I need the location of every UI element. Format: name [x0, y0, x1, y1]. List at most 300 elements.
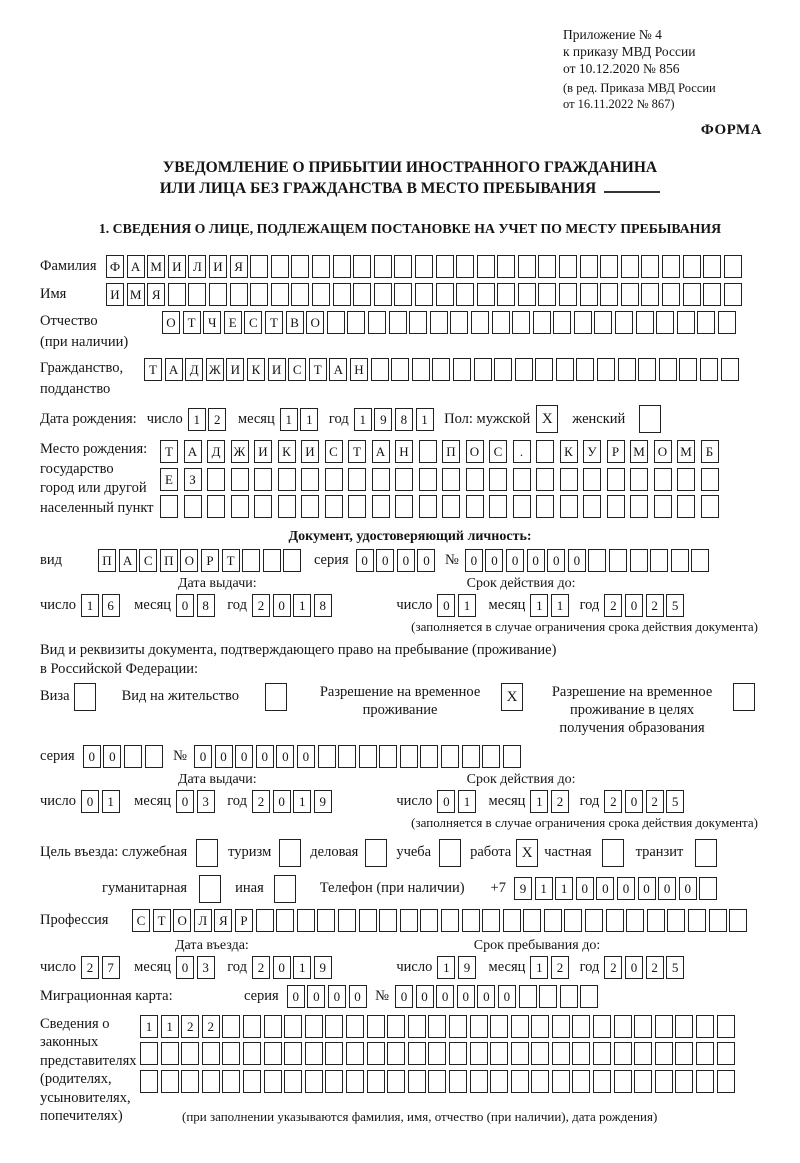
char-box[interactable]: [490, 1070, 508, 1093]
char-box[interactable]: 2: [604, 790, 622, 813]
char-box[interactable]: С: [288, 358, 306, 381]
char-box[interactable]: [325, 468, 343, 491]
char-box[interactable]: [512, 311, 530, 334]
char-box[interactable]: [688, 909, 706, 932]
char-box[interactable]: 5: [666, 956, 684, 979]
char-box[interactable]: [556, 358, 574, 381]
checkbox-purpose-work[interactable]: X: [516, 839, 538, 867]
char-box[interactable]: [654, 495, 672, 518]
char-box[interactable]: 9: [514, 877, 532, 900]
char-box[interactable]: Д: [185, 358, 203, 381]
char-box[interactable]: С: [325, 440, 343, 463]
char-box[interactable]: [325, 1070, 343, 1093]
char-box[interactable]: 9: [374, 408, 392, 431]
char-box[interactable]: М: [630, 440, 648, 463]
char-box[interactable]: С: [139, 549, 157, 572]
char-box[interactable]: 0: [437, 790, 455, 813]
char-box[interactable]: [346, 1015, 364, 1038]
checkbox-purpose-private[interactable]: [602, 839, 624, 867]
char-box[interactable]: [394, 255, 412, 278]
char-box[interactable]: 0: [485, 549, 503, 572]
char-box[interactable]: [559, 283, 577, 306]
char-box[interactable]: 9: [314, 790, 332, 813]
char-box[interactable]: Я: [147, 283, 165, 306]
char-box[interactable]: 2: [81, 956, 99, 979]
char-box[interactable]: [594, 311, 612, 334]
char-box[interactable]: [523, 909, 541, 932]
char-box[interactable]: [264, 1070, 282, 1093]
char-box[interactable]: А: [372, 440, 390, 463]
char-box[interactable]: [700, 358, 718, 381]
char-box[interactable]: Т: [153, 909, 171, 932]
char-box[interactable]: [346, 1042, 364, 1065]
char-box[interactable]: И: [268, 358, 286, 381]
char-box[interactable]: О: [654, 440, 672, 463]
char-box[interactable]: 2: [252, 790, 270, 813]
char-box[interactable]: [647, 909, 665, 932]
char-box[interactable]: [471, 311, 489, 334]
char-box[interactable]: П: [160, 549, 178, 572]
char-box[interactable]: [553, 311, 571, 334]
char-box[interactable]: 0: [235, 745, 253, 768]
char-box[interactable]: [348, 495, 366, 518]
char-box[interactable]: [283, 549, 301, 572]
char-box[interactable]: 6: [102, 594, 120, 617]
char-box[interactable]: [441, 745, 459, 768]
char-box[interactable]: [724, 283, 742, 306]
char-box[interactable]: [482, 745, 500, 768]
char-box[interactable]: [634, 1042, 652, 1065]
char-box[interactable]: [492, 311, 510, 334]
char-box[interactable]: 0: [437, 594, 455, 617]
char-box[interactable]: 2: [604, 594, 622, 617]
char-box[interactable]: [607, 468, 625, 491]
char-box[interactable]: [588, 549, 606, 572]
char-box[interactable]: [552, 1042, 570, 1065]
char-box[interactable]: [607, 495, 625, 518]
char-box[interactable]: [408, 1070, 426, 1093]
char-box[interactable]: [456, 283, 474, 306]
char-box[interactable]: [697, 311, 715, 334]
char-box[interactable]: 0: [176, 594, 194, 617]
checkbox-temp-residence-edu[interactable]: [733, 683, 755, 711]
char-box[interactable]: [683, 255, 701, 278]
char-box[interactable]: 0: [576, 877, 594, 900]
char-box[interactable]: 0: [506, 549, 524, 572]
char-box[interactable]: [222, 1070, 240, 1093]
char-box[interactable]: [609, 549, 627, 572]
char-box[interactable]: [513, 495, 531, 518]
char-box[interactable]: И: [106, 283, 124, 306]
char-box[interactable]: [394, 283, 412, 306]
char-box[interactable]: [655, 1070, 673, 1093]
char-box[interactable]: [254, 495, 272, 518]
char-box[interactable]: [503, 745, 521, 768]
checkbox-purpose-study[interactable]: [439, 839, 461, 867]
char-box[interactable]: [703, 283, 721, 306]
char-box[interactable]: [263, 549, 281, 572]
char-box[interactable]: 8: [197, 594, 215, 617]
char-box[interactable]: [531, 1042, 549, 1065]
char-box[interactable]: [630, 549, 648, 572]
char-box[interactable]: 1: [81, 594, 99, 617]
char-box[interactable]: 2: [252, 594, 270, 617]
char-box[interactable]: 1: [293, 956, 311, 979]
char-box[interactable]: А: [165, 358, 183, 381]
char-box[interactable]: [583, 468, 601, 491]
char-box[interactable]: [325, 1015, 343, 1038]
char-box[interactable]: [372, 468, 390, 491]
checkbox-sex-female[interactable]: [639, 405, 661, 433]
char-box[interactable]: 0: [568, 549, 586, 572]
char-box[interactable]: [374, 255, 392, 278]
char-box[interactable]: 0: [436, 985, 454, 1008]
char-box[interactable]: [367, 1070, 385, 1093]
char-box[interactable]: [412, 358, 430, 381]
char-box[interactable]: [420, 745, 438, 768]
char-box[interactable]: И: [226, 358, 244, 381]
char-box[interactable]: [701, 468, 719, 491]
char-box[interactable]: 0: [215, 745, 233, 768]
char-box[interactable]: [518, 255, 536, 278]
char-box[interactable]: [574, 311, 592, 334]
char-box[interactable]: Т: [309, 358, 327, 381]
char-box[interactable]: [482, 909, 500, 932]
char-box[interactable]: О: [466, 440, 484, 463]
char-box[interactable]: [243, 1070, 261, 1093]
char-box[interactable]: [696, 1015, 714, 1038]
char-box[interactable]: Б: [701, 440, 719, 463]
char-box[interactable]: [367, 1015, 385, 1038]
char-box[interactable]: [449, 1070, 467, 1093]
char-box[interactable]: 0: [103, 745, 121, 768]
checkbox-purpose-humanitarian[interactable]: [199, 875, 221, 903]
char-box[interactable]: [325, 495, 343, 518]
char-box[interactable]: 0: [416, 985, 434, 1008]
checkbox-visa[interactable]: [74, 683, 96, 711]
char-box[interactable]: [271, 255, 289, 278]
char-box[interactable]: 0: [376, 549, 394, 572]
char-box[interactable]: 1: [293, 790, 311, 813]
char-box[interactable]: [671, 549, 689, 572]
char-box[interactable]: 0: [596, 877, 614, 900]
char-box[interactable]: [442, 495, 460, 518]
char-box[interactable]: П: [98, 549, 116, 572]
char-box[interactable]: [346, 1070, 364, 1093]
char-box[interactable]: [511, 1070, 529, 1093]
char-box[interactable]: [305, 1042, 323, 1065]
char-box[interactable]: Н: [350, 358, 368, 381]
char-box[interactable]: [636, 311, 654, 334]
char-box[interactable]: [456, 255, 474, 278]
char-box[interactable]: 5: [666, 594, 684, 617]
char-box[interactable]: Ч: [203, 311, 221, 334]
char-box[interactable]: 0: [273, 594, 291, 617]
char-box[interactable]: [359, 909, 377, 932]
char-box[interactable]: [317, 909, 335, 932]
char-box[interactable]: [161, 1042, 179, 1065]
char-box[interactable]: [441, 909, 459, 932]
char-box[interactable]: [353, 283, 371, 306]
char-box[interactable]: [576, 358, 594, 381]
char-box[interactable]: И: [301, 440, 319, 463]
char-box[interactable]: [256, 909, 274, 932]
char-box[interactable]: [372, 495, 390, 518]
char-box[interactable]: [724, 255, 742, 278]
char-box[interactable]: [630, 468, 648, 491]
checkbox-sex-male[interactable]: X: [536, 405, 558, 433]
char-box[interactable]: 1: [102, 790, 120, 813]
char-box[interactable]: И: [209, 255, 227, 278]
char-box[interactable]: [675, 1015, 693, 1038]
char-box[interactable]: [614, 1070, 632, 1093]
char-box[interactable]: [428, 1015, 446, 1038]
char-box[interactable]: С: [489, 440, 507, 463]
char-box[interactable]: В: [286, 311, 304, 334]
char-box[interactable]: [536, 440, 554, 463]
char-box[interactable]: [161, 1070, 179, 1093]
char-box[interactable]: [614, 1015, 632, 1038]
char-box[interactable]: 1: [530, 594, 548, 617]
char-box[interactable]: [428, 1070, 446, 1093]
checkbox-purpose-transit[interactable]: [695, 839, 717, 867]
char-box[interactable]: [572, 1042, 590, 1065]
char-box[interactable]: [503, 909, 521, 932]
char-box[interactable]: М: [147, 255, 165, 278]
char-box[interactable]: Т: [265, 311, 283, 334]
char-box[interactable]: К: [560, 440, 578, 463]
char-box[interactable]: [419, 440, 437, 463]
char-box[interactable]: [305, 1015, 323, 1038]
char-box[interactable]: [729, 909, 747, 932]
char-box[interactable]: [634, 1015, 652, 1038]
char-box[interactable]: [699, 877, 717, 900]
char-box[interactable]: [641, 283, 659, 306]
char-box[interactable]: [560, 468, 578, 491]
char-box[interactable]: [124, 745, 142, 768]
char-box[interactable]: 0: [625, 594, 643, 617]
char-box[interactable]: 0: [287, 985, 305, 1008]
char-box[interactable]: 0: [356, 549, 374, 572]
char-box[interactable]: О: [306, 311, 324, 334]
char-box[interactable]: Т: [222, 549, 240, 572]
char-box[interactable]: [536, 468, 554, 491]
char-box[interactable]: [572, 1015, 590, 1038]
char-box[interactable]: 2: [646, 956, 664, 979]
char-box[interactable]: [513, 468, 531, 491]
char-box[interactable]: [432, 358, 450, 381]
char-box[interactable]: [312, 255, 330, 278]
char-box[interactable]: [338, 745, 356, 768]
char-box[interactable]: [709, 909, 727, 932]
char-box[interactable]: [489, 495, 507, 518]
char-box[interactable]: [580, 255, 598, 278]
char-box[interactable]: Я: [230, 255, 248, 278]
char-box[interactable]: 0: [457, 985, 475, 1008]
char-box[interactable]: [717, 1015, 735, 1038]
char-box[interactable]: [717, 1070, 735, 1093]
char-box[interactable]: 0: [81, 790, 99, 813]
char-box[interactable]: С: [244, 311, 262, 334]
char-box[interactable]: [400, 745, 418, 768]
char-box[interactable]: 9: [314, 956, 332, 979]
char-box[interactable]: [353, 255, 371, 278]
char-box[interactable]: 0: [547, 549, 565, 572]
char-box[interactable]: [278, 468, 296, 491]
char-box[interactable]: 0: [176, 790, 194, 813]
char-box[interactable]: [677, 311, 695, 334]
char-box[interactable]: 0: [256, 745, 274, 768]
char-box[interactable]: [638, 358, 656, 381]
char-box[interactable]: [231, 495, 249, 518]
char-box[interactable]: [662, 283, 680, 306]
char-box[interactable]: [449, 1042, 467, 1065]
char-box[interactable]: [580, 985, 598, 1008]
char-box[interactable]: [408, 1015, 426, 1038]
char-box[interactable]: [408, 1042, 426, 1065]
char-box[interactable]: С: [132, 909, 150, 932]
char-box[interactable]: [536, 495, 554, 518]
char-box[interactable]: [477, 255, 495, 278]
char-box[interactable]: [222, 1042, 240, 1065]
char-box[interactable]: [442, 468, 460, 491]
char-box[interactable]: [470, 1042, 488, 1065]
char-box[interactable]: [675, 1042, 693, 1065]
char-box[interactable]: 0: [273, 790, 291, 813]
char-box[interactable]: 0: [194, 745, 212, 768]
char-box[interactable]: [140, 1070, 158, 1093]
char-box[interactable]: [470, 1070, 488, 1093]
char-box[interactable]: [538, 255, 556, 278]
char-box[interactable]: 9: [458, 956, 476, 979]
char-box[interactable]: [654, 468, 672, 491]
char-box[interactable]: [701, 495, 719, 518]
char-box[interactable]: [497, 255, 515, 278]
char-box[interactable]: 2: [181, 1015, 199, 1038]
char-box[interactable]: 2: [202, 1015, 220, 1038]
char-box[interactable]: У: [583, 440, 601, 463]
char-box[interactable]: [327, 311, 345, 334]
char-box[interactable]: [597, 358, 615, 381]
char-box[interactable]: [462, 745, 480, 768]
char-box[interactable]: [243, 1042, 261, 1065]
char-box[interactable]: [474, 358, 492, 381]
char-box[interactable]: О: [162, 311, 180, 334]
char-box[interactable]: 1: [530, 956, 548, 979]
char-box[interactable]: [387, 1015, 405, 1038]
char-box[interactable]: [641, 255, 659, 278]
char-box[interactable]: [242, 549, 260, 572]
char-box[interactable]: [615, 311, 633, 334]
char-box[interactable]: [264, 1042, 282, 1065]
char-box[interactable]: [250, 283, 268, 306]
char-box[interactable]: [515, 358, 533, 381]
char-box[interactable]: [301, 495, 319, 518]
char-box[interactable]: 8: [314, 594, 332, 617]
char-box[interactable]: 0: [395, 985, 413, 1008]
checkbox-purpose-business[interactable]: [365, 839, 387, 867]
char-box[interactable]: [333, 255, 351, 278]
char-box[interactable]: Л: [188, 255, 206, 278]
char-box[interactable]: [420, 909, 438, 932]
char-box[interactable]: 2: [551, 956, 569, 979]
char-box[interactable]: [533, 311, 551, 334]
char-box[interactable]: 8: [395, 408, 413, 431]
char-box[interactable]: [395, 495, 413, 518]
char-box[interactable]: [231, 468, 249, 491]
char-box[interactable]: 1: [458, 790, 476, 813]
char-box[interactable]: Р: [235, 909, 253, 932]
char-box[interactable]: [539, 985, 557, 1008]
char-box[interactable]: [679, 358, 697, 381]
char-box[interactable]: [593, 1070, 611, 1093]
char-box[interactable]: [222, 1015, 240, 1038]
char-box[interactable]: [202, 1042, 220, 1065]
char-box[interactable]: [621, 283, 639, 306]
char-box[interactable]: [703, 255, 721, 278]
char-box[interactable]: [717, 1042, 735, 1065]
char-box[interactable]: [535, 358, 553, 381]
char-box[interactable]: [391, 358, 409, 381]
char-box[interactable]: А: [119, 549, 137, 572]
char-box[interactable]: Н: [395, 440, 413, 463]
char-box[interactable]: [387, 1042, 405, 1065]
char-box[interactable]: [696, 1070, 714, 1093]
checkbox-purpose-tourism[interactable]: [279, 839, 301, 867]
char-box[interactable]: [630, 495, 648, 518]
char-box[interactable]: М: [677, 440, 695, 463]
char-box[interactable]: 2: [646, 594, 664, 617]
char-box[interactable]: Ф: [106, 255, 124, 278]
char-box[interactable]: [333, 283, 351, 306]
char-box[interactable]: [395, 468, 413, 491]
char-box[interactable]: [600, 255, 618, 278]
char-box[interactable]: [593, 1015, 611, 1038]
char-box[interactable]: [552, 1015, 570, 1038]
char-box[interactable]: Я: [214, 909, 232, 932]
char-box[interactable]: 1: [188, 408, 206, 431]
char-box[interactable]: [696, 1042, 714, 1065]
char-box[interactable]: [583, 495, 601, 518]
char-box[interactable]: [338, 909, 356, 932]
char-box[interactable]: [606, 909, 624, 932]
char-box[interactable]: [683, 283, 701, 306]
char-box[interactable]: [379, 745, 397, 768]
char-box[interactable]: [415, 283, 433, 306]
char-box[interactable]: 7: [102, 956, 120, 979]
char-box[interactable]: [544, 909, 562, 932]
char-box[interactable]: [600, 283, 618, 306]
char-box[interactable]: [494, 358, 512, 381]
char-box[interactable]: [466, 495, 484, 518]
char-box[interactable]: [655, 1015, 673, 1038]
char-box[interactable]: [511, 1042, 529, 1065]
char-box[interactable]: [538, 283, 556, 306]
char-box[interactable]: 1: [535, 877, 553, 900]
char-box[interactable]: [634, 1070, 652, 1093]
char-box[interactable]: [243, 1015, 261, 1038]
char-box[interactable]: 1: [551, 594, 569, 617]
char-box[interactable]: [718, 311, 736, 334]
char-box[interactable]: [312, 283, 330, 306]
char-box[interactable]: [677, 495, 695, 518]
char-box[interactable]: Ж: [206, 358, 224, 381]
char-box[interactable]: 2: [551, 790, 569, 813]
char-box[interactable]: [284, 1070, 302, 1093]
char-box[interactable]: М: [127, 283, 145, 306]
char-box[interactable]: 0: [465, 549, 483, 572]
char-box[interactable]: [428, 1042, 446, 1065]
